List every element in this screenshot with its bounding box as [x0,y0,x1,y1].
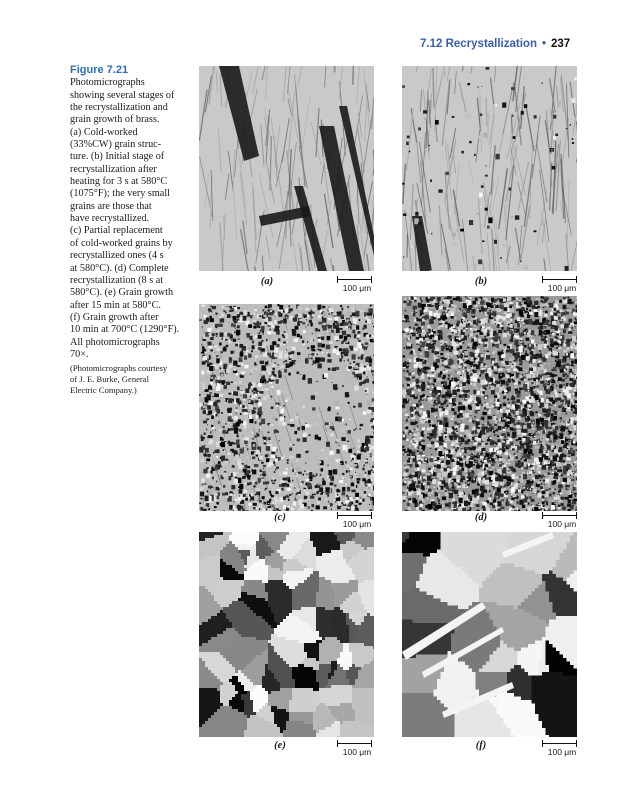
scale-bar-label: 100 μm [342,747,372,757]
caption-line: have recrystallized. [70,213,150,225]
caption-line: recrystallized ones (4 s [70,250,164,262]
micrograph-c [199,304,374,511]
caption-line: Photomicrographs [70,77,145,89]
caption-line: 70×. [70,348,89,360]
caption-line: recrystallization after [70,163,157,175]
panel-label-e: (e) [274,740,286,751]
credit-line: of J. E. Burke, General [70,374,149,385]
caption-line: of cold-worked grains by [70,237,173,249]
figure-caption [70,64,188,396]
scale-bar-label: 100 μm [547,519,577,529]
caption-text [70,77,179,360]
caption-line: 10 min at 700°C (1290°F). [70,324,180,336]
caption-line: the recrystallization and [70,102,168,114]
scale-bar-b [540,276,580,296]
micrograph-d [402,296,577,511]
panel-label-b: (b) [474,276,488,287]
section-title: 7.12 Recrystallization [420,38,537,50]
caption-line: (c) Partial replacement [70,225,163,237]
caption-line: heating for 3 s at 580°C [70,176,168,188]
caption-line: at 580°C). (d) Complete [70,262,169,274]
caption-line: (1075°F); the very small [70,188,170,200]
micrograph-e [199,532,374,737]
caption-line: (33%CW) grain struc- [70,139,162,151]
scale-bar-e [335,740,375,760]
caption-line: showing several stages of [70,89,175,101]
credit-line: Electric Company.) [70,385,137,396]
page-number: 237 [551,38,571,50]
scale-bar-label: 100 μm [342,283,372,293]
panel-label-c: (c) [274,512,286,523]
caption-line: recrystallization (8 s at [70,274,164,286]
caption-line: (f) Grain growth after [70,311,159,323]
caption-line: after 15 min at 580°C. [70,299,161,311]
micrograph-b [402,66,577,271]
scale-bar-a [335,276,375,296]
panel-label-a: (a) [260,276,274,287]
caption-line: (a) Cold-worked [70,126,138,138]
scale-bar-d [540,512,580,532]
caption-line: ture. (b) Initial stage of [70,151,165,163]
header-separator: • [541,38,547,50]
panel-label-f: (f) [475,740,487,751]
scale-bar-label: 100 μm [547,747,577,757]
scale-bar-label: 100 μm [342,519,372,529]
micrograph-f [402,532,577,737]
micrograph-a [199,66,374,271]
running-header [420,38,580,54]
grain-field [199,532,374,737]
figure-label: Figure 7.21 [70,64,129,76]
panel-label-d: (d) [474,512,488,523]
caption-line: 580°C). (e) Grain growth [70,287,174,299]
caption-line: grains are those that [70,200,152,212]
scale-bar-label: 100 μm [547,283,577,293]
caption-line: All photomicrographs [70,336,160,348]
credit-line: (Photomicrographs courtesy [70,363,168,374]
scale-bar-c [335,512,375,532]
scale-bar-f [540,740,580,760]
caption-credit [70,363,188,396]
caption-line: grain growth of brass. [70,114,160,126]
